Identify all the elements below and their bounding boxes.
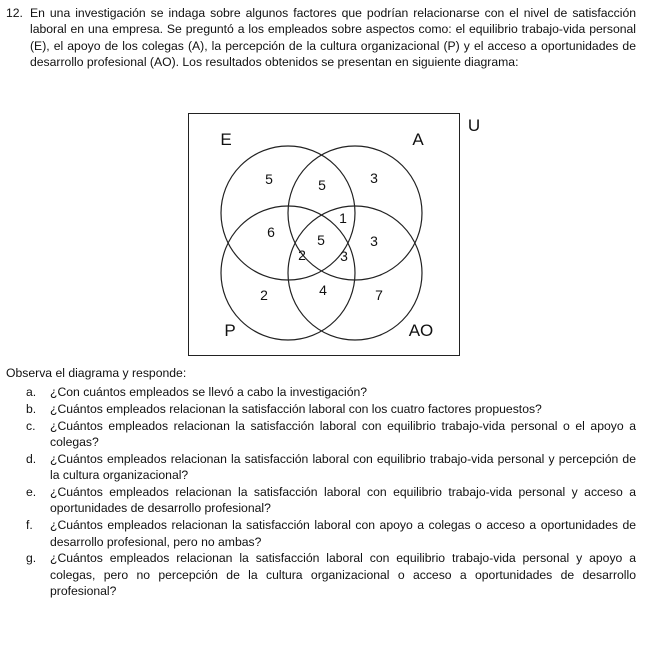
region-value: 4	[319, 282, 327, 298]
question-letter: f.	[26, 518, 33, 533]
region-value: 3	[370, 233, 378, 249]
question-letter: d.	[26, 451, 37, 466]
problem-statement	[6, 5, 636, 71]
instruction-text: Observa el diagrama y responde:	[6, 366, 187, 380]
question-item	[22, 451, 636, 484]
question-letter: g.	[26, 551, 37, 566]
set-label-A: A	[412, 130, 424, 149]
question-item	[22, 550, 636, 599]
question-letter: b.	[26, 401, 37, 416]
region-value: 2	[298, 247, 306, 263]
region-value: 5	[265, 171, 273, 187]
question-text: ¿Cuántos empleados relacionan la satisfacción laboral con apoyo a colegas o acceso a oportunidades de desarrollo profesional, pero no ambas?	[50, 518, 636, 549]
question-text: ¿Cuántos empleados relacionan la satisfacción laboral con equilibrio trabajo-vida personal y apoyo a colegas, pero no percepción de la cultura organizacional o acceso a oportunidades de desarrollo profesional?	[50, 551, 636, 599]
question-item	[22, 517, 636, 550]
question-item	[22, 384, 636, 400]
region-value: 3	[340, 248, 348, 264]
question-letter: a.	[26, 385, 37, 399]
set-label-AO: AO	[408, 321, 434, 340]
question-text: ¿Cuántos empleados relacionan la satisfacción laboral con equilibrio trabajo-vida personal y acceso a oportunidades de desarrollo profesional?	[50, 485, 636, 516]
question-item	[22, 401, 636, 417]
region-value: 3	[370, 170, 378, 186]
question-text: ¿Cuántos empleados relacionan la satisfacción laboral con equilibrio trabajo-vida personal o el apoyo a colegas?	[50, 418, 636, 449]
question-item	[22, 418, 636, 451]
region-value: 1	[339, 210, 347, 226]
set-label-P: P	[224, 321, 236, 340]
venn-diagram	[188, 113, 481, 356]
question-text: ¿Cuántos empleados relacionan la satisfacción laboral con equilibrio trabajo-vida personal y percepción de la cultura organizacional?	[50, 451, 636, 483]
region-value: 5	[317, 232, 325, 248]
question-item	[22, 484, 636, 517]
problem-text: En una investigación se indaga sobre algunos factores que podrían relacionarse con el nivel de satisfacción laboral en una empresa. Se preguntó a los empleados sobre aspectos como: el equilibrio trabajo-vida personal (E), el apoyo de los colegas (A), la percepción de la cultura organizacional (P) y el acceso a oportunidades de desarrollo profesional (AO). Los resultados obtenidos se presentan en siguiente diagrama:	[30, 6, 636, 70]
set-label-E: E	[220, 130, 232, 149]
universe-label: U	[467, 116, 481, 135]
question-text: ¿Con cuántos empleados se llevó a cabo la investigación?	[50, 385, 368, 399]
question-letter: e.	[26, 485, 37, 499]
question-list	[22, 384, 636, 600]
venn-diagram-svg	[188, 113, 481, 356]
region-value: 2	[260, 287, 268, 303]
question-text: ¿Cuántos empleados relacionan la satisfacción laboral con los cuatro factores propuestos?	[50, 401, 542, 416]
region-value: 5	[318, 177, 326, 193]
problem-number: 12.	[6, 6, 23, 20]
region-value: 6	[267, 224, 275, 240]
region-value: 7	[375, 287, 383, 303]
question-letter: c.	[26, 418, 36, 433]
